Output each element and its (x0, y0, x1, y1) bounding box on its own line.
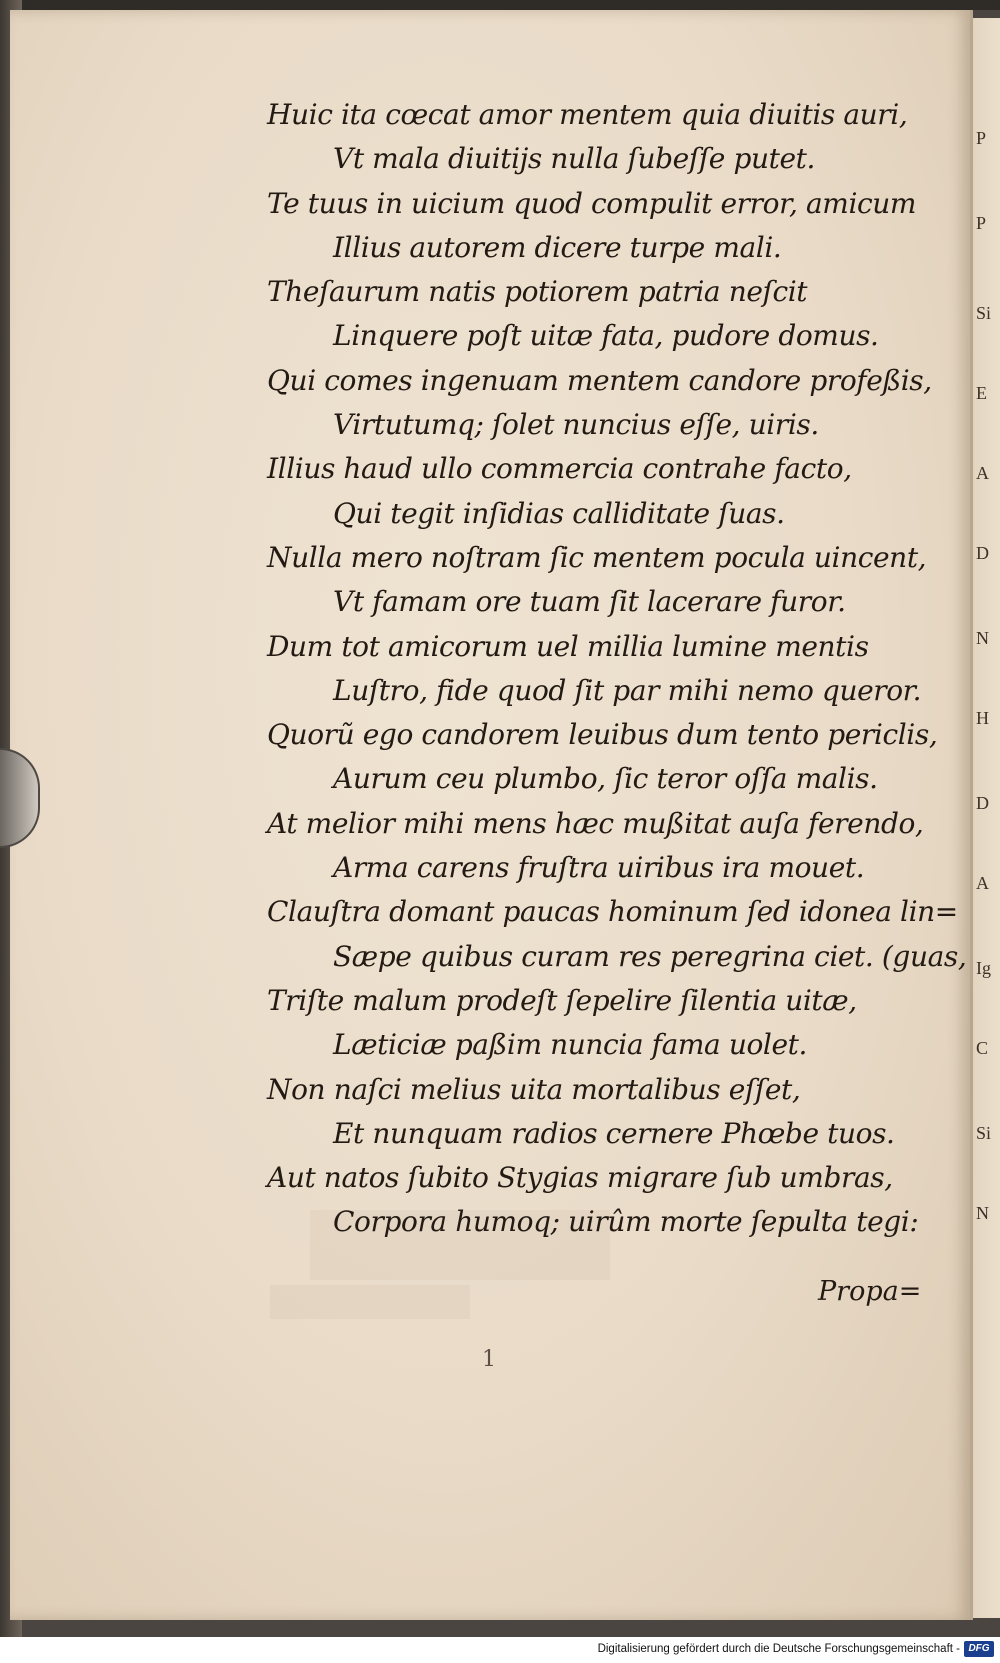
poem-line: Dum tot amicorum uel millia lumine mentis (267, 629, 869, 663)
poem-text (267, 93, 967, 1245)
poem-line: Qui tegit inſidias calliditate ſuas. (333, 496, 785, 530)
poem-line: Qui comes ingenuam mentem candore profeßis, (267, 363, 932, 397)
adjacent-page-initial: P (976, 213, 987, 233)
poem-line: Clauſtra domant paucas hominum ſed idonea lin= (267, 895, 958, 929)
poem-line: Theſaurum natis potiorem patria neſcit (267, 275, 808, 309)
poem-line: Aut natos ſubito Stygias migrare ſub umbras, (267, 1161, 893, 1195)
poem-line: Te tuus in uicium quod compulit error, amicum (267, 186, 917, 220)
poem-line: Aurum ceu plumbo, ſic teror oſſa malis. (333, 762, 878, 796)
poem-line: At melior mihi mens hæc mußitat auſa ferendo, (267, 806, 924, 840)
poem-line: Quorũ ego candorem leuibus dum tento periclis, (267, 718, 938, 752)
adjacent-page-initial: D (976, 543, 989, 563)
signature-mark: 1 (482, 1347, 496, 1372)
adjacent-page-initial: Ig (976, 958, 991, 978)
adjacent-page-initial: Si (976, 1123, 992, 1143)
poem-line: Læticiæ paßim nuncia fama uolet. (333, 1028, 808, 1062)
poem-line: Linquere poſt uitæ fata, pudore domus. (333, 319, 879, 353)
poem-line: Non naſci melius uita mortalibus eſſet, (267, 1072, 801, 1106)
poem-line: Luſtro, fide quod ſit par mihi nemo queror. (333, 673, 922, 707)
adjacent-page-initial: Si (976, 303, 992, 323)
poem-line: Illius haud ullo commercia contrahe facto, (267, 452, 852, 486)
adjacent-page-initial: A (976, 463, 989, 483)
poem-line: Arma carens fruſtra uiribus ira mouet. (333, 851, 865, 885)
catchword: Propa= (818, 1276, 922, 1307)
poem-line: Et nunquam radios cernere Phœbe tuos. (333, 1116, 895, 1150)
funding-credit: Digitalisierung gefördert durch die Deutsche Forschungsgemeinschaft - (597, 1643, 960, 1655)
poem-line: Corpora humoq; uirûm morte ſepulta tegi: (333, 1205, 919, 1239)
poem-line: Sæpe quibus curam res peregrina ciet. (guas, (333, 939, 967, 973)
adjacent-page-initial: N (976, 1203, 989, 1223)
show-through (270, 1285, 470, 1319)
poem-line: Huic ita cœcat amor mentem quia diuitis auri, (267, 98, 908, 131)
adjacent-page-initial: N (976, 628, 989, 648)
adjacent-page-initial: D (976, 793, 989, 813)
poem-line: Illius autorem dicere turpe mali. (333, 230, 782, 264)
poem-line: Virtutumq; ſolet nuncius eſſe, uiris. (333, 408, 819, 442)
poem-line: Vt mala diuitijs nulla ſubeſſe putet. (333, 142, 815, 176)
adjacent-page-initial: E (976, 383, 987, 403)
adjacent-page-initial: P (976, 128, 987, 148)
poem-line: Triſte malum prodeſt ſepelire ſilentia uitæ, (267, 983, 857, 1017)
scan-top-border (0, 0, 1000, 10)
poem-line: Vt famam ore tuam ſit lacerare furor. (333, 585, 846, 619)
dfg-logo[interactable]: DFG (964, 1641, 994, 1657)
digitization-footer (0, 1637, 1000, 1663)
adjacent-page-initial: A (976, 873, 989, 893)
adjacent-page-initial: H (976, 708, 989, 728)
poem-line: Nulla mero noſtram ſic mentem pocula uincent, (267, 540, 927, 574)
adjacent-page-initial: C (976, 1038, 989, 1058)
